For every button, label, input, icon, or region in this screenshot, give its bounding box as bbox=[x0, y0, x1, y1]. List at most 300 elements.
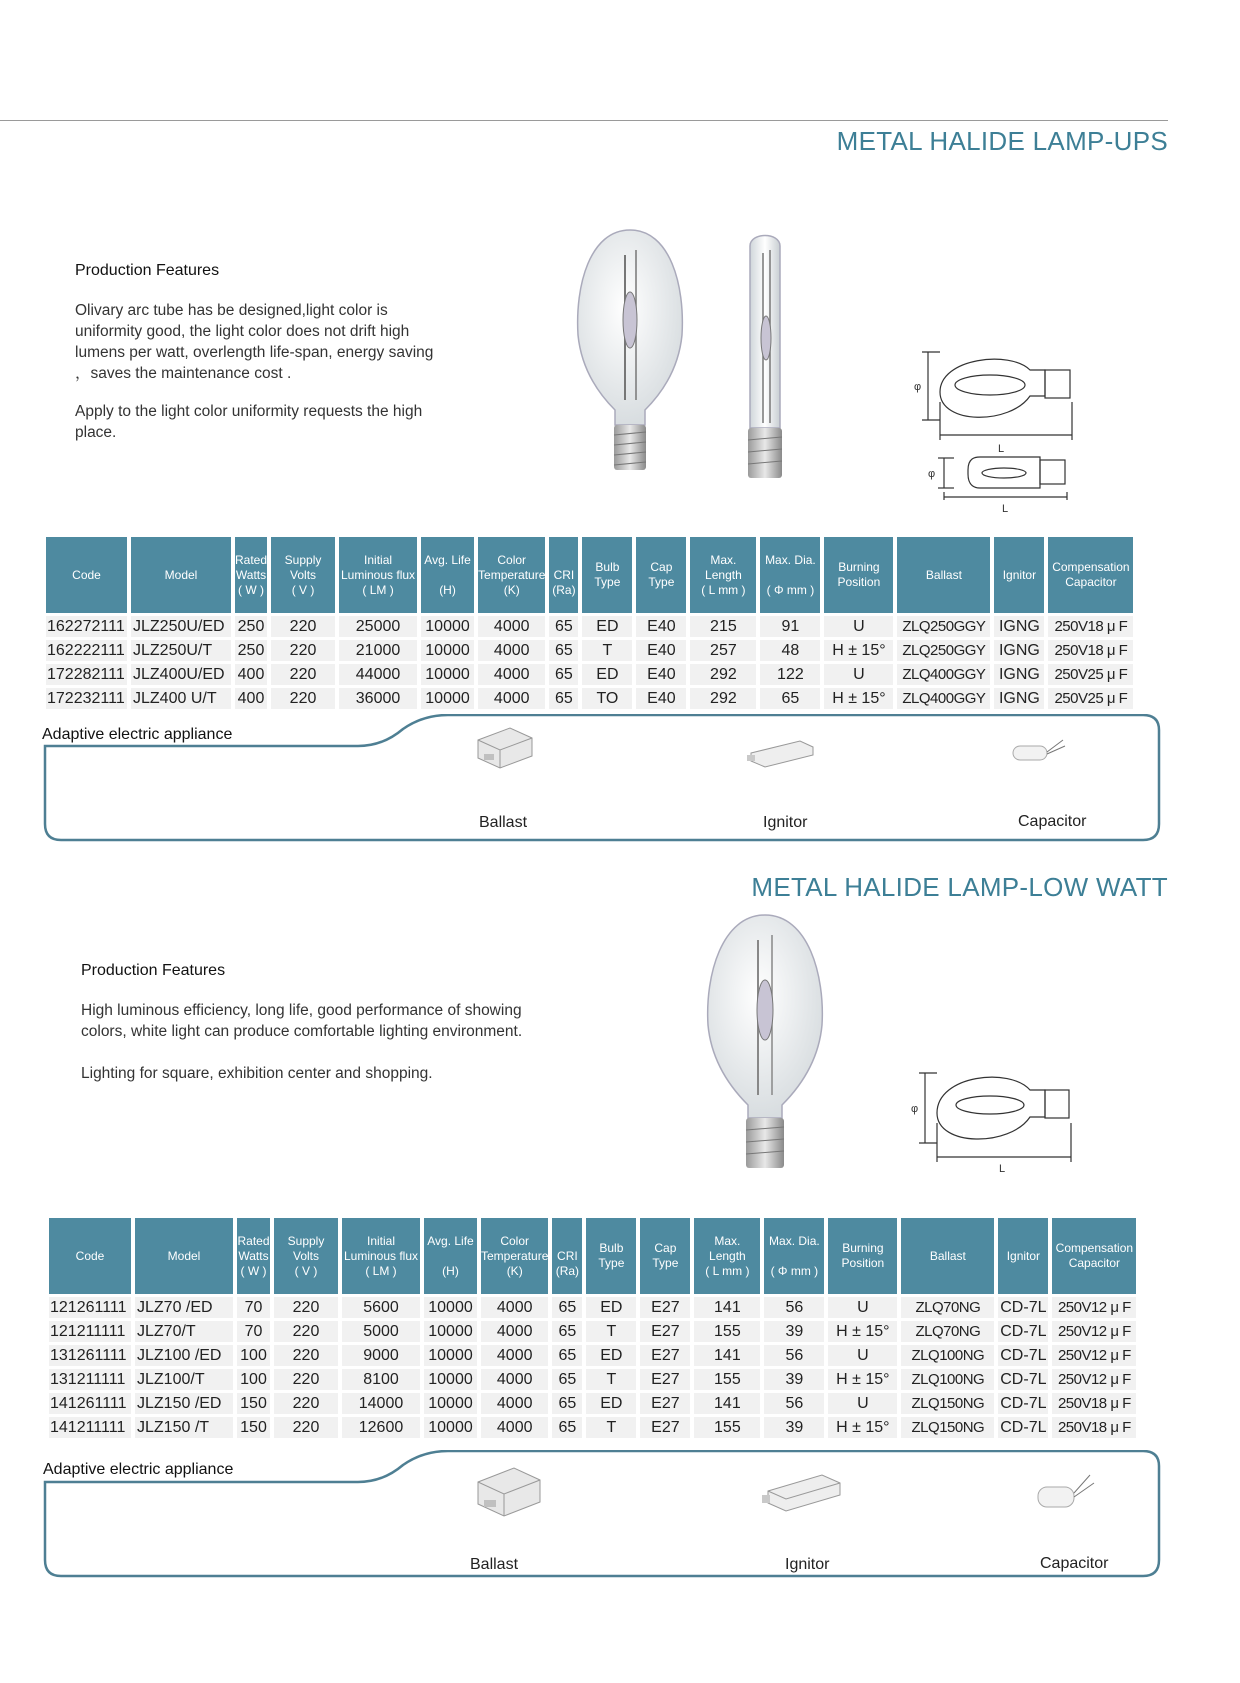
table-row bbox=[49, 1417, 1136, 1438]
table-cell: CD-7L bbox=[998, 1417, 1048, 1438]
column-header-line bbox=[760, 568, 820, 583]
table-row bbox=[46, 616, 1133, 637]
column-header bbox=[998, 1218, 1048, 1294]
text-line: ，saves the maintenance cost . bbox=[75, 365, 292, 382]
ballast-icon bbox=[470, 720, 540, 770]
column-header-line: Bulb bbox=[595, 560, 620, 574]
table-cell: 65 bbox=[552, 1297, 582, 1318]
table-row bbox=[49, 1345, 1136, 1366]
table-cell: 220 bbox=[271, 616, 335, 637]
column-header bbox=[342, 1218, 420, 1294]
table-cell: 8100 bbox=[342, 1369, 420, 1390]
section2-title: METAL HALIDE LAMP-LOW WATT bbox=[751, 872, 1168, 902]
column-header-line: Luminous flux bbox=[341, 567, 416, 582]
table-cell: 10000 bbox=[421, 616, 474, 637]
table-cell: E40 bbox=[636, 664, 686, 685]
table-cell: 220 bbox=[271, 688, 335, 709]
column-header-line: Supply bbox=[284, 552, 322, 567]
text-line: Apply to the light color uniformity requests the high bbox=[75, 403, 423, 420]
column-header-line: Model bbox=[164, 567, 198, 582]
column-header-line: Model bbox=[167, 1248, 201, 1263]
table-cell: 400 bbox=[235, 664, 267, 685]
table-cell: 39 bbox=[764, 1417, 824, 1438]
table-cell: 4000 bbox=[481, 1345, 548, 1366]
features-heading: Production Features bbox=[75, 262, 220, 279]
table-cell: 141211111 bbox=[49, 1417, 131, 1438]
table-cell: 10000 bbox=[421, 664, 474, 685]
table-cell: JLZ70 /ED bbox=[135, 1297, 233, 1318]
table-cell: 65 bbox=[552, 1417, 582, 1438]
table-cell: 250V18 μ F bbox=[1048, 640, 1133, 661]
column-header-line: Max. Dia. bbox=[765, 552, 816, 567]
table-cell: 250V12 μ F bbox=[1052, 1345, 1136, 1366]
table-cell: 155 bbox=[694, 1417, 760, 1438]
table-cell: 292 bbox=[690, 688, 756, 709]
column-header-line: Burning bbox=[842, 1241, 884, 1255]
table-cell: 141 bbox=[694, 1297, 760, 1318]
column-header-line: ( V ) bbox=[294, 1263, 318, 1278]
column-header bbox=[694, 1218, 760, 1294]
table-cell: 141261111 bbox=[49, 1393, 131, 1414]
table-cell: 4000 bbox=[481, 1321, 548, 1342]
column-header-line: (Ra) bbox=[552, 582, 576, 597]
table-cell: 250V18 μ F bbox=[1052, 1393, 1136, 1414]
column-header-line: Temperature bbox=[478, 567, 546, 582]
column-header bbox=[549, 537, 578, 613]
table-cell: 65 bbox=[760, 688, 820, 709]
table-cell: ZLQ400GGY bbox=[897, 664, 990, 685]
column-header-line bbox=[421, 568, 474, 583]
table-cell: 162222111 bbox=[46, 640, 127, 661]
appliance-ignitor-label: Ignitor bbox=[763, 814, 808, 831]
column-header-line: Type bbox=[598, 1256, 625, 1270]
table-cell: 5000 bbox=[342, 1321, 420, 1342]
table-cell: 131261111 bbox=[49, 1345, 131, 1366]
table-cell: E27 bbox=[640, 1345, 690, 1366]
table-cell: 65 bbox=[549, 664, 578, 685]
table-cell: 10000 bbox=[424, 1417, 477, 1438]
column-header-line: Volts bbox=[292, 1248, 319, 1263]
table-cell: CD-7L bbox=[998, 1345, 1048, 1366]
appliance-ballast-label: Ballast bbox=[479, 814, 528, 831]
column-header-line: Luminous flux bbox=[343, 1248, 419, 1263]
table-cell: 12600 bbox=[342, 1417, 420, 1438]
table-cell: 10000 bbox=[424, 1345, 477, 1366]
column-header-line bbox=[549, 553, 578, 568]
table-cell: 10000 bbox=[424, 1393, 477, 1414]
column-header bbox=[901, 1218, 994, 1294]
lamp-dimension-diagram bbox=[900, 340, 1090, 515]
length-label: L bbox=[999, 1163, 1006, 1175]
table-cell: 220 bbox=[271, 664, 335, 685]
column-header bbox=[46, 537, 127, 613]
table-cell: ZLQ70NG bbox=[901, 1321, 994, 1342]
column-header bbox=[1048, 537, 1133, 613]
table-cell: 220 bbox=[274, 1369, 338, 1390]
table-cell: H ± 15° bbox=[828, 1417, 897, 1438]
column-header bbox=[274, 1218, 338, 1294]
table-cell: 4000 bbox=[478, 664, 545, 685]
table-cell: ZLQ100NG bbox=[901, 1369, 994, 1390]
table-cell: ZLQ250GGY bbox=[897, 640, 990, 661]
table-cell: 65 bbox=[552, 1369, 582, 1390]
column-header-line: Compensation bbox=[1055, 1241, 1134, 1255]
appliance-ignitor-label: Ignitor bbox=[785, 1556, 830, 1573]
table-cell: 14000 bbox=[342, 1393, 420, 1414]
table-cell: E40 bbox=[636, 616, 686, 637]
column-header-line: Initial bbox=[366, 1233, 395, 1248]
table-cell: ZLQ400GGY bbox=[897, 688, 990, 709]
column-header-line: ( W ) bbox=[238, 582, 265, 597]
table-cell: E27 bbox=[640, 1297, 690, 1318]
table-cell: CD-7L bbox=[998, 1297, 1048, 1318]
table-cell: H ± 15° bbox=[828, 1321, 897, 1342]
table-cell: IGNG bbox=[994, 688, 1044, 709]
section1-features bbox=[75, 262, 495, 443]
table-cell: 56 bbox=[764, 1297, 824, 1318]
text-line: Lighting for square, exhibition center and shopping. bbox=[81, 1065, 433, 1082]
section1-title: METAL HALIDE LAMP-UPS bbox=[836, 126, 1168, 156]
table-cell: 257 bbox=[690, 640, 756, 661]
column-header bbox=[897, 537, 990, 613]
table-cell: 220 bbox=[274, 1345, 338, 1366]
column-header-line: Type bbox=[652, 1256, 679, 1270]
column-header-line: Color bbox=[500, 1233, 530, 1248]
column-header-line: Watts bbox=[238, 1248, 269, 1263]
table-cell: 220 bbox=[274, 1297, 338, 1318]
column-header bbox=[764, 1218, 824, 1294]
table-cell: 10000 bbox=[424, 1297, 477, 1318]
table-cell: 150 bbox=[237, 1393, 270, 1414]
table-cell: 10000 bbox=[424, 1369, 477, 1390]
table-cell: E27 bbox=[640, 1417, 690, 1438]
table-cell: JLZ70/T bbox=[135, 1321, 233, 1342]
table-cell: H ± 15° bbox=[824, 688, 893, 709]
features-para2 bbox=[75, 401, 495, 443]
ballast-icon bbox=[470, 1460, 550, 1520]
column-header-line: Initial bbox=[364, 552, 393, 567]
table-cell: E40 bbox=[636, 640, 686, 661]
table-cell: 250 bbox=[235, 616, 267, 637]
column-header-line: Cap bbox=[654, 1241, 677, 1255]
ignitor-icon bbox=[745, 735, 820, 770]
table-cell: ZLQ250GGY bbox=[897, 616, 990, 637]
table-cell: 70 bbox=[237, 1321, 270, 1342]
table-cell: 39 bbox=[764, 1321, 824, 1342]
column-header bbox=[339, 537, 417, 613]
table-cell: E27 bbox=[640, 1321, 690, 1342]
table-body bbox=[49, 1297, 1136, 1438]
table-cell: 36000 bbox=[339, 688, 417, 709]
section2-spec-table bbox=[45, 1215, 1140, 1441]
column-header-line bbox=[424, 1249, 477, 1264]
table-cell: 4000 bbox=[481, 1417, 548, 1438]
column-header-line: Burning bbox=[838, 560, 880, 574]
table-cell: 162272111 bbox=[46, 616, 127, 637]
table-cell: 39 bbox=[764, 1369, 824, 1390]
column-header bbox=[994, 537, 1044, 613]
appliance-label: Adaptive electric appliance bbox=[42, 726, 233, 743]
table-cell: H ± 15° bbox=[824, 640, 893, 661]
table-cell: T bbox=[586, 1369, 636, 1390]
table-cell: ZLQ150NG bbox=[901, 1393, 994, 1414]
table-cell: 56 bbox=[764, 1345, 824, 1366]
table-cell: 10000 bbox=[424, 1321, 477, 1342]
column-header bbox=[586, 1218, 636, 1294]
lamp-dimension-diagram bbox=[905, 1065, 1095, 1175]
table-cell: 220 bbox=[274, 1417, 338, 1438]
table-cell: 215 bbox=[690, 616, 756, 637]
table-cell: TO bbox=[582, 688, 632, 709]
table-cell: JLZ400U/ED bbox=[131, 664, 231, 685]
column-header-line: Temperature bbox=[481, 1248, 549, 1263]
table-header bbox=[49, 1218, 1136, 1294]
table-cell: 65 bbox=[549, 688, 578, 709]
column-header-line: Watts bbox=[235, 567, 267, 582]
table-cell: 48 bbox=[760, 640, 820, 661]
table-cell: JLZ150 /ED bbox=[135, 1393, 233, 1414]
table-row bbox=[49, 1369, 1136, 1390]
table-cell: 141 bbox=[694, 1345, 760, 1366]
table-cell: 4000 bbox=[481, 1297, 548, 1318]
length-label: L bbox=[998, 443, 1005, 455]
table-cell: U bbox=[828, 1297, 897, 1318]
table-cell: U bbox=[824, 616, 893, 637]
column-header-line: Ballast bbox=[929, 1248, 966, 1263]
table-cell: ED bbox=[586, 1297, 636, 1318]
table-header bbox=[46, 537, 1133, 613]
table-cell: ED bbox=[582, 616, 632, 637]
table-cell: JLZ150 /T bbox=[135, 1417, 233, 1438]
table-cell: 4000 bbox=[481, 1393, 548, 1414]
features-heading: Production Features bbox=[81, 962, 226, 979]
table-cell: 121211111 bbox=[49, 1321, 131, 1342]
column-header-line: Position bbox=[837, 575, 881, 589]
column-header-line: ( Φ mm ) bbox=[766, 582, 815, 597]
table-cell: 70 bbox=[237, 1297, 270, 1318]
column-header bbox=[640, 1218, 690, 1294]
table-cell: 65 bbox=[552, 1393, 582, 1414]
top-divider bbox=[0, 120, 1168, 121]
table-row bbox=[46, 688, 1133, 709]
table-cell: IGNG bbox=[994, 616, 1044, 637]
column-header-line: ( L mm ) bbox=[705, 1263, 750, 1278]
table-cell: E40 bbox=[636, 688, 686, 709]
table-cell: ZLQ150NG bbox=[901, 1417, 994, 1438]
table-cell: 25000 bbox=[339, 616, 417, 637]
column-header bbox=[824, 537, 893, 613]
column-header-line: CRI bbox=[553, 567, 575, 582]
column-header-line: Avg. Life bbox=[424, 552, 471, 567]
table-cell: 4000 bbox=[478, 640, 545, 661]
column-header-line bbox=[552, 1234, 582, 1249]
table-cell: 10000 bbox=[421, 640, 474, 661]
column-header-line: (H) bbox=[439, 582, 456, 597]
text-line: Olivary arc tube has be designed,light color is bbox=[75, 302, 388, 319]
ignitor-icon bbox=[760, 1467, 850, 1517]
column-header-line: Capacitor bbox=[1065, 575, 1117, 589]
table-cell: E27 bbox=[640, 1369, 690, 1390]
text-line: High luminous efficiency, long life, good performance of showing bbox=[81, 1002, 522, 1019]
table-cell: JLZ250U/T bbox=[131, 640, 231, 661]
features-para2 bbox=[81, 1063, 581, 1084]
table-cell: 250V25 μ F bbox=[1048, 664, 1133, 685]
column-header-line: Type bbox=[594, 575, 621, 589]
column-header-line: Supply bbox=[287, 1233, 325, 1248]
appliance-capacitor-label: Capacitor bbox=[1040, 1555, 1109, 1572]
table-cell: H ± 15° bbox=[828, 1369, 897, 1390]
table-cell: 250V12 μ F bbox=[1052, 1321, 1136, 1342]
table-cell: E27 bbox=[640, 1393, 690, 1414]
table-cell: CD-7L bbox=[998, 1393, 1048, 1414]
column-header-line: Position bbox=[841, 1256, 885, 1270]
column-header bbox=[690, 537, 756, 613]
table-cell: JLZ100 /ED bbox=[135, 1345, 233, 1366]
table-cell: 292 bbox=[690, 664, 756, 685]
column-header-line: Color bbox=[497, 552, 527, 567]
table-row bbox=[46, 664, 1133, 685]
table-cell: T bbox=[586, 1321, 636, 1342]
column-header-line: ( L mm ) bbox=[701, 582, 746, 597]
column-header bbox=[828, 1218, 897, 1294]
table-cell: 172232111 bbox=[46, 688, 127, 709]
table-cell: U bbox=[828, 1345, 897, 1366]
column-header-line: Code bbox=[72, 567, 101, 582]
column-header-line: Max. bbox=[714, 1233, 741, 1248]
table-cell: 250V18 μ F bbox=[1052, 1417, 1136, 1438]
column-header bbox=[478, 537, 545, 613]
column-header-line: Code bbox=[75, 1248, 105, 1263]
table-cell: 155 bbox=[694, 1321, 760, 1342]
column-header bbox=[131, 537, 231, 613]
column-header bbox=[135, 1218, 233, 1294]
column-header bbox=[1052, 1218, 1136, 1294]
text-line: colors, white light can produce comfortable lighting environment. bbox=[81, 1023, 523, 1040]
table-cell: 4000 bbox=[481, 1369, 548, 1390]
table-cell: 122 bbox=[760, 664, 820, 685]
table-cell: U bbox=[824, 664, 893, 685]
column-header-line: (H) bbox=[442, 1263, 459, 1278]
column-header-line: Length bbox=[705, 567, 742, 582]
column-header bbox=[271, 537, 335, 613]
column-header-line: Rated bbox=[237, 1233, 270, 1248]
table-cell: ED bbox=[582, 664, 632, 685]
appliance-capacitor-label: Capacitor bbox=[1018, 813, 1087, 830]
table-cell: 150 bbox=[237, 1417, 270, 1438]
column-header-line: CRI bbox=[557, 1248, 578, 1263]
table-cell: 44000 bbox=[339, 664, 417, 685]
phi-label: φ bbox=[911, 1103, 919, 1115]
table-cell: IGNG bbox=[994, 640, 1044, 661]
column-header-line: Cap bbox=[650, 560, 673, 574]
text-line: lumens per watt, overlength life-span, energy saving bbox=[75, 344, 434, 361]
table-cell: 141 bbox=[694, 1393, 760, 1414]
column-header bbox=[582, 537, 632, 613]
table-cell: 250V12 μ F bbox=[1052, 1369, 1136, 1390]
column-header-line bbox=[764, 1249, 824, 1264]
text-line: place. bbox=[75, 424, 117, 441]
column-header bbox=[636, 537, 686, 613]
length-label: L bbox=[1002, 503, 1009, 515]
column-header-line: Rated bbox=[235, 552, 268, 567]
section1-spec-table bbox=[42, 534, 1137, 712]
table-cell: JLZ100/T bbox=[135, 1369, 233, 1390]
column-header-line: Length bbox=[709, 1248, 746, 1263]
table-cell: 4000 bbox=[478, 616, 545, 637]
column-header-line: Volts bbox=[290, 567, 317, 582]
appliance-ballast-label: Ballast bbox=[470, 1556, 519, 1573]
table-cell: CD-7L bbox=[998, 1321, 1048, 1342]
features-para1 bbox=[75, 300, 495, 384]
column-header-line: ( LM ) bbox=[362, 582, 394, 597]
ed-lamp-image bbox=[700, 910, 830, 1180]
features-para1 bbox=[81, 1000, 581, 1042]
column-header bbox=[421, 537, 474, 613]
table-cell: 9000 bbox=[342, 1345, 420, 1366]
table-cell: 400 bbox=[235, 688, 267, 709]
table-cell: 155 bbox=[694, 1369, 760, 1390]
column-header-line: Ignitor bbox=[1006, 1248, 1041, 1263]
column-header-line: Max. bbox=[710, 552, 737, 567]
table-cell: CD-7L bbox=[998, 1369, 1048, 1390]
column-header-line: Max. Dia. bbox=[769, 1233, 820, 1248]
column-header-line: Compensation bbox=[1052, 560, 1130, 574]
table-row bbox=[49, 1393, 1136, 1414]
table-cell: 4000 bbox=[478, 688, 545, 709]
table-cell: 220 bbox=[274, 1393, 338, 1414]
table-cell: 250V12 μ F bbox=[1052, 1297, 1136, 1318]
column-header bbox=[481, 1218, 548, 1294]
table-cell: 91 bbox=[760, 616, 820, 637]
text-line: uniformity good, the light color does not drift high bbox=[75, 323, 410, 340]
table-cell: 100 bbox=[237, 1369, 270, 1390]
ed-lamp-image bbox=[570, 225, 690, 485]
table-cell: 250V18 μ F bbox=[1048, 616, 1133, 637]
table-cell: 220 bbox=[274, 1321, 338, 1342]
table-cell: U bbox=[828, 1393, 897, 1414]
table-cell: 121261111 bbox=[49, 1297, 131, 1318]
column-header-line: Type bbox=[648, 575, 675, 589]
column-header-line: Bulb bbox=[599, 1241, 624, 1255]
table-cell: ED bbox=[586, 1393, 636, 1414]
table-row bbox=[49, 1321, 1136, 1342]
column-header-line: (K) bbox=[506, 1263, 523, 1278]
table-cell: JLZ250U/ED bbox=[131, 616, 231, 637]
phi-label: φ bbox=[928, 468, 936, 480]
table-cell: JLZ400 U/T bbox=[131, 688, 231, 709]
capacitor-icon bbox=[1030, 1465, 1105, 1520]
column-header-line: ( V ) bbox=[291, 582, 315, 597]
table-cell: ED bbox=[586, 1345, 636, 1366]
column-header bbox=[49, 1218, 131, 1294]
table-cell: ZLQ100NG bbox=[901, 1345, 994, 1366]
table-cell: 172282111 bbox=[46, 664, 127, 685]
table-cell: 5600 bbox=[342, 1297, 420, 1318]
table-cell: 65 bbox=[549, 640, 578, 661]
column-header-line: (Ra) bbox=[555, 1263, 580, 1278]
table-cell: IGNG bbox=[994, 664, 1044, 685]
table-cell: 131211111 bbox=[49, 1369, 131, 1390]
table-row bbox=[49, 1297, 1136, 1318]
table-cell: 21000 bbox=[339, 640, 417, 661]
column-header-line: Ignitor bbox=[1002, 567, 1037, 582]
column-header bbox=[552, 1218, 582, 1294]
column-header-line: ( W ) bbox=[240, 1263, 267, 1278]
column-header bbox=[424, 1218, 477, 1294]
table-row bbox=[46, 640, 1133, 661]
table-cell: T bbox=[582, 640, 632, 661]
column-header-line: Ballast bbox=[925, 567, 962, 582]
